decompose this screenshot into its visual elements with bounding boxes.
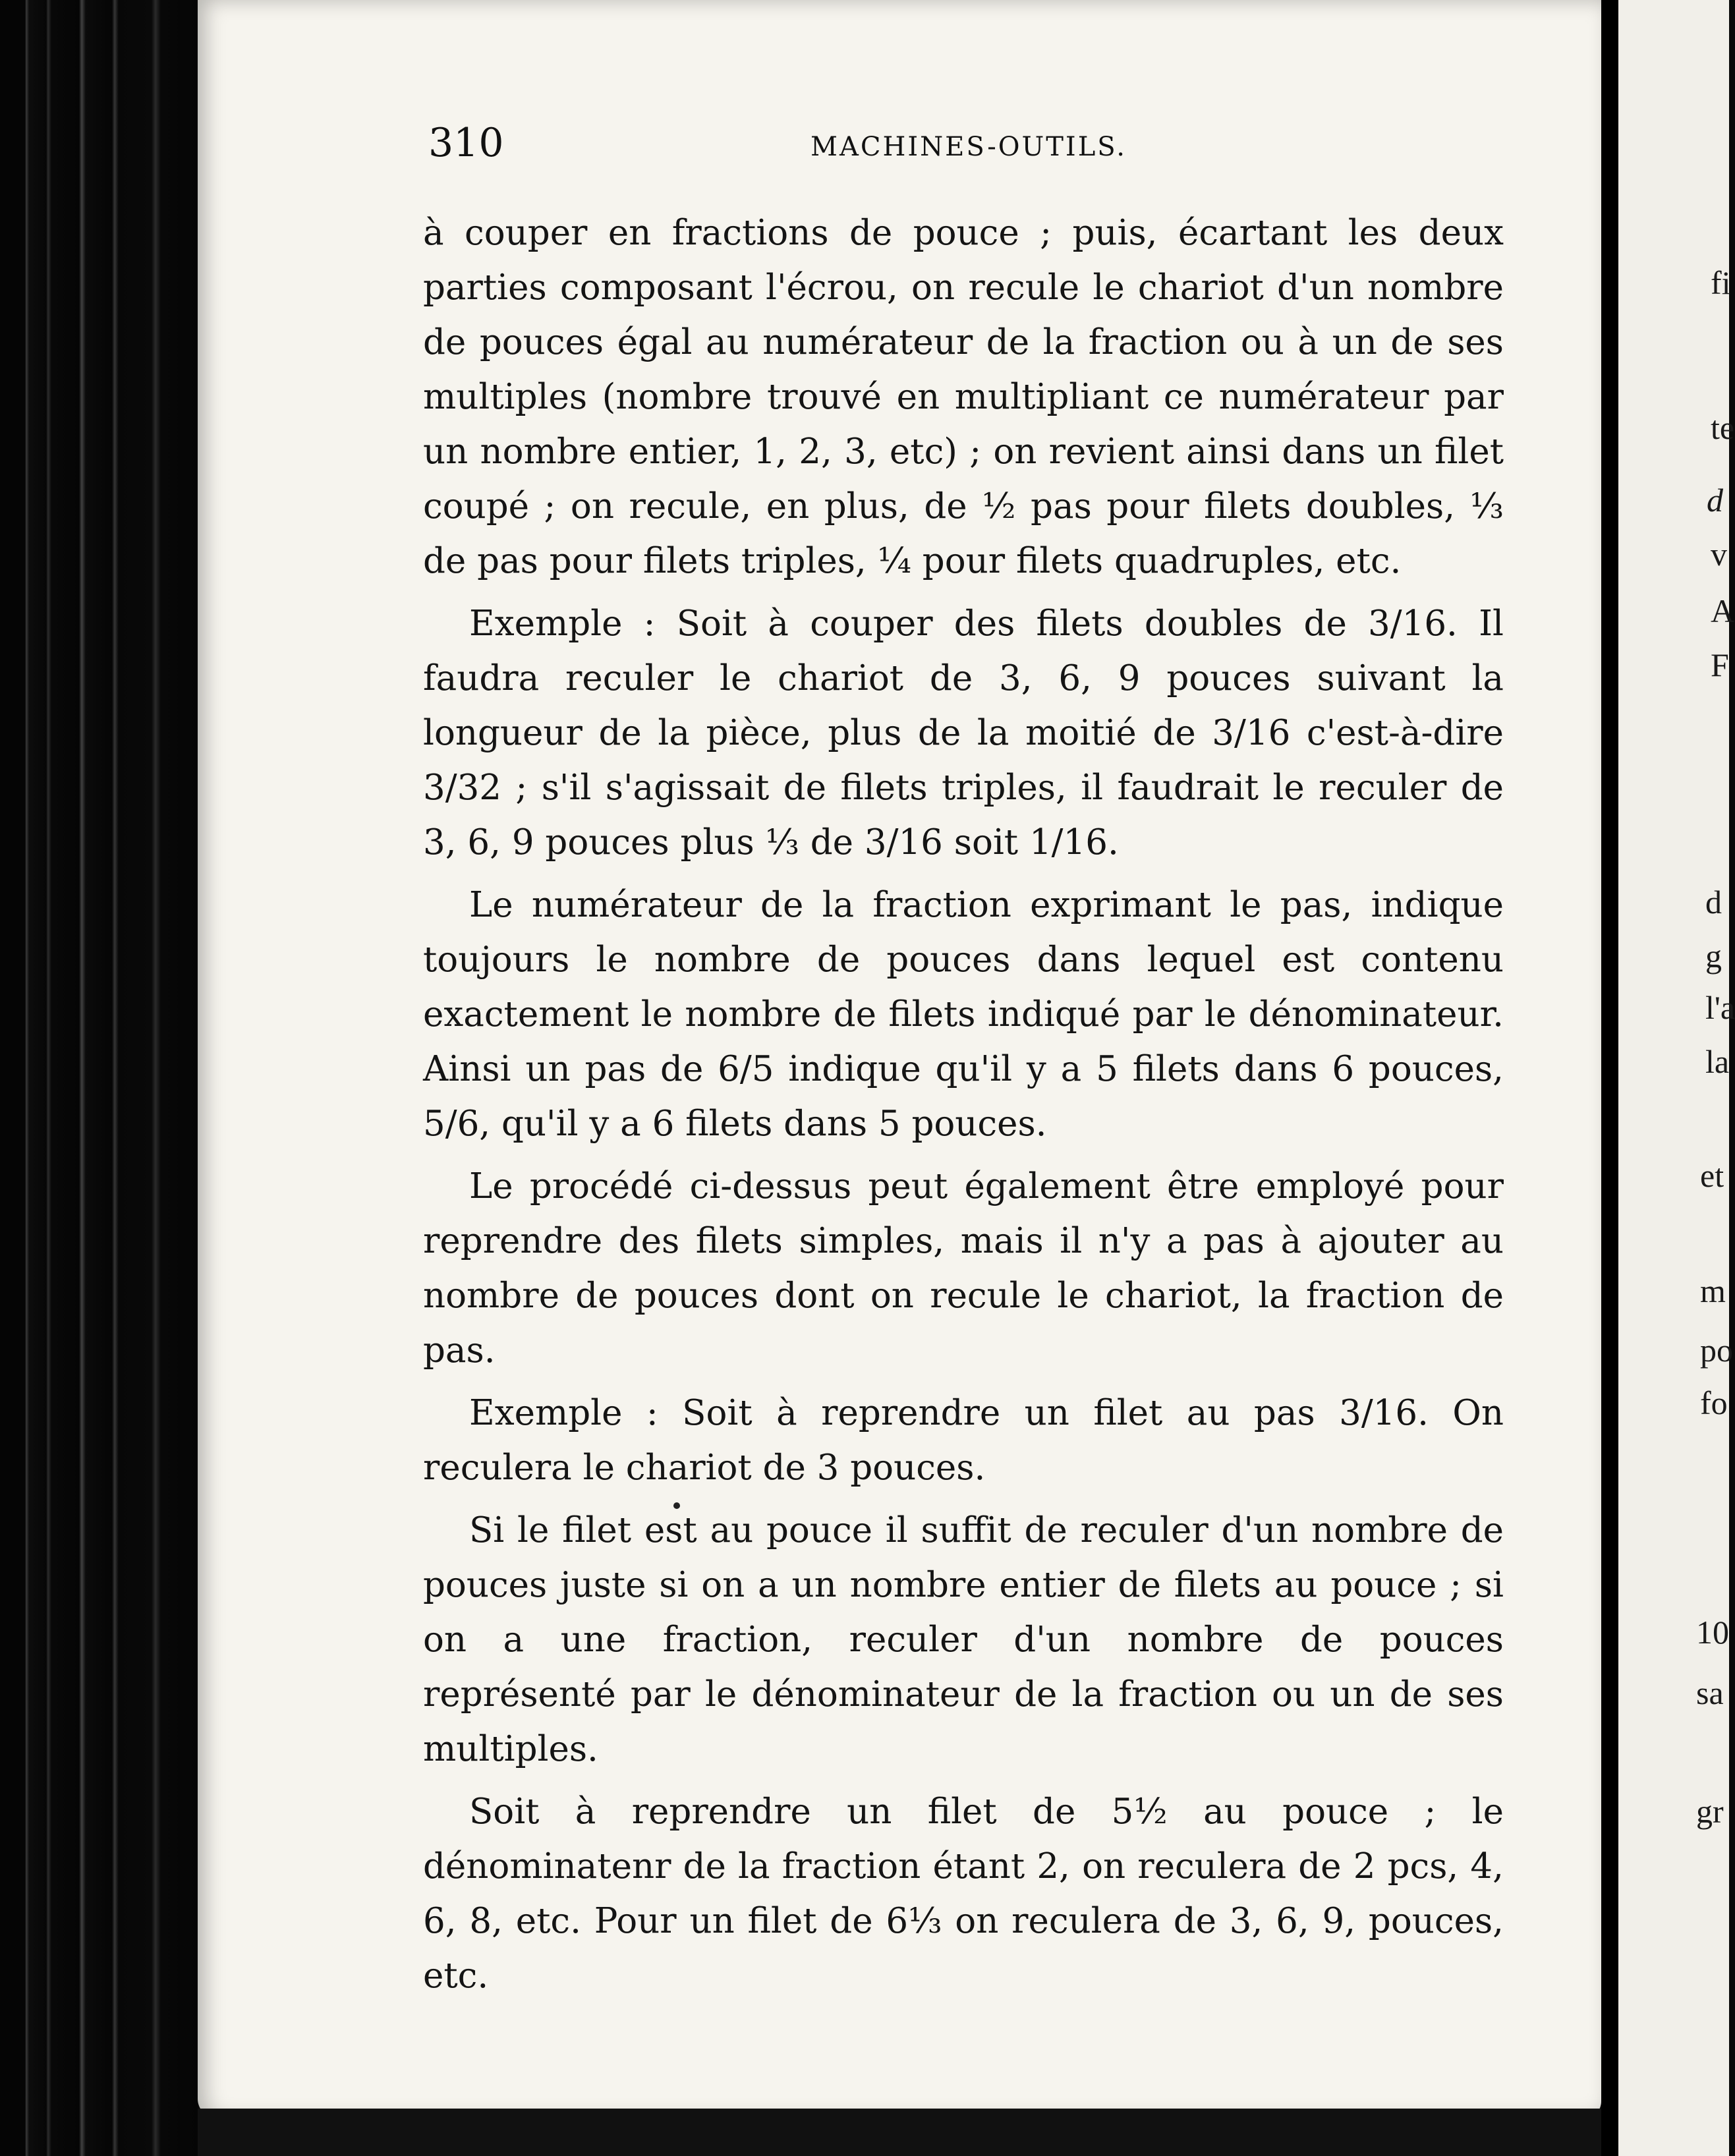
facing-page-fragment: et (1700, 1157, 1724, 1194)
facing-page-fragment: v (1711, 536, 1727, 573)
paragraph: Exemple : Soit à reprendre un filet au pas 3/16. On reculera le chariot de 3 pouces. (423, 1393, 1504, 1488)
page-gutter (1601, 0, 1618, 2156)
running-title: MACHINES-OUTILS. (811, 132, 1127, 162)
paragraph: Le procédé ci-dessus peut également être employé pour reprendre des filets simples, mais il n'y a pas à ajouter au nombre de pouces dont on recule le chariot, la fraction de pas. (423, 1166, 1504, 1371)
paragraph: Soit à reprendre un filet de 5½ au pouce ; le dénominatenr de la fraction étant 2, on reculera de 2 pcs, 4, 6, 8, etc. Pour un filet de 6⅓ on reculera de 3, 6, 9, pouces, etc. (423, 1792, 1504, 1996)
facing-page-fragment: te (1711, 409, 1735, 446)
paragraph: Exemple : Soit à couper des filets doubles de 3/16. Il faudra reculer le chariot de 3, 6, 9 pouces suivant la longueur de la pièce, plus de la moitié de 3/16 c'est-à-dire 3/32 ; s'il s'agissait de filets triples, il faudrait le reculer de 3, 6, 9 pouces plus ⅓ de 3/16 soit 1/16. (423, 604, 1504, 863)
page-body (423, 206, 1504, 2003)
facing-page-fragment: g (1705, 938, 1722, 975)
facing-page-fragment: l'a (1705, 989, 1735, 1026)
facing-page-fragment: la (1705, 1043, 1730, 1080)
ink-speck (673, 1502, 680, 1509)
facing-page-fragment: 10 (1696, 1614, 1729, 1651)
facing-page-fragment: m (1700, 1272, 1726, 1309)
page-header (428, 120, 1127, 179)
book-binding (0, 0, 198, 2156)
facing-page-fragment: d (1707, 482, 1723, 519)
facing-page-fragment: po (1700, 1332, 1733, 1369)
facing-page-fragment: F (1711, 646, 1729, 683)
paragraph: Si le filet est au pouce il suffit de reculer d'un nombre de pouces juste si on a un nombre entier de filets au pouce ; si on a une fraction, reculer d'un nombre de pouces représenté par le dénominateur de la fraction ou un de ses multiples. (423, 1510, 1504, 1769)
paragraph: Le numérateur de la fraction exprimant le pas, indique toujours le nombre de pouces dans lequel est contenu exactement le nombre de filets indiqué par le dénominateur. Ainsi un pas de 6/5 indique qu'il y a 5 filets dans 6 pouces, 5/6, qu'il y a 6 filets dans 5 pouces. (423, 885, 1504, 1144)
paragraph: à couper en fractions de pouce ; puis, écartant les deux parties composant l'écrou, on recule le chariot d'un nombre de pouces égal au numérateur de la fraction ou à un de ses multiples (nombre trouvé en multipliant ce numérateur par un nombre entier, 1, 2, 3, etc) ; on revient ainsi dans un filet coupé ; on recule, en plus, de ½ pas pour filets doubles, ⅓ de pas pour filets triples, ¼ pour filets quadruples, etc. (423, 213, 1504, 581)
facing-page-fragment: sa (1696, 1674, 1724, 1711)
page-number: 310 (428, 120, 504, 166)
facing-page-fragment: fi (1711, 264, 1731, 301)
facing-page-fragment: fo (1700, 1384, 1728, 1421)
facing-page-fragment: gr (1696, 1793, 1724, 1830)
facing-page-fragment: d (1705, 884, 1722, 921)
page-bottom-shadow (198, 2109, 1618, 2156)
facing-page-fragment: A (1711, 592, 1735, 629)
